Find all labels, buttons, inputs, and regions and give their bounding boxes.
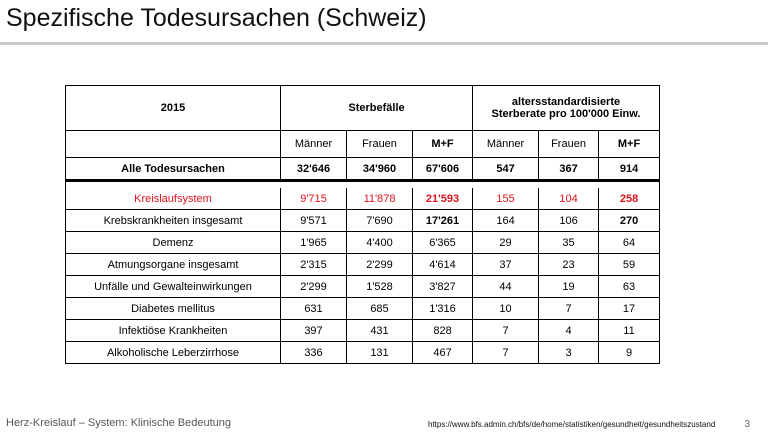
- cause-value-cell: 2'299: [281, 276, 347, 298]
- table-body: [66, 86, 660, 364]
- footer-topic: Herz-Kreislauf – System: Klinische Bedeutung: [6, 417, 231, 429]
- cause-row: [66, 298, 660, 320]
- cause-value-cell: 258: [599, 188, 660, 210]
- cause-value-cell: 21'593: [413, 188, 473, 210]
- cause-value-cell: 131: [347, 342, 413, 364]
- cause-value-cell: 4'614: [413, 254, 473, 276]
- cause-label: Alkoholische Leberzirrhose: [66, 342, 281, 364]
- cause-value-cell: 35: [539, 232, 599, 254]
- cause-value-cell: 7: [473, 320, 539, 342]
- cause-value-cell: 17'261: [413, 210, 473, 232]
- cause-value-cell: 270: [599, 210, 660, 232]
- total-row: [66, 158, 660, 181]
- cause-value-cell: 63: [599, 276, 660, 298]
- total-cell: 67'606: [413, 158, 473, 181]
- cause-value-cell: 44: [473, 276, 539, 298]
- rate-header-line2: Sterberate pro 100'000 Einw.: [491, 108, 641, 120]
- cause-value-cell: 685: [347, 298, 413, 320]
- cause-label: Diabetes mellitus: [66, 298, 281, 320]
- cause-value-cell: 9: [599, 342, 660, 364]
- cause-value-cell: 59: [599, 254, 660, 276]
- subheader-mf-rate: M+F: [599, 131, 660, 158]
- cause-row: [66, 276, 660, 298]
- cause-value-cell: 7: [539, 298, 599, 320]
- cause-value-cell: 4'400: [347, 232, 413, 254]
- cause-value-cell: 467: [413, 342, 473, 364]
- title-divider: [0, 42, 768, 45]
- cause-value-cell: 1'316: [413, 298, 473, 320]
- cause-value-cell: 4: [539, 320, 599, 342]
- cause-value-cell: 10: [473, 298, 539, 320]
- cause-value-cell: 631: [281, 298, 347, 320]
- cause-value-cell: 37: [473, 254, 539, 276]
- cause-value-cell: 155: [473, 188, 539, 210]
- subheader-maenner-count: Männer: [281, 131, 347, 158]
- cause-value-cell: 11'878: [347, 188, 413, 210]
- cause-value-cell: 6'365: [413, 232, 473, 254]
- cause-value-cell: 431: [347, 320, 413, 342]
- total-cell: 914: [599, 158, 660, 181]
- cause-value-cell: 2'315: [281, 254, 347, 276]
- cause-row: [66, 342, 660, 364]
- cause-row: [66, 188, 660, 210]
- page-number: 3: [744, 419, 750, 430]
- subheader-empty: [66, 131, 281, 158]
- cause-value-cell: 1'528: [347, 276, 413, 298]
- cause-value-cell: 19: [539, 276, 599, 298]
- cause-value-cell: 7'690: [347, 210, 413, 232]
- total-cell: 547: [473, 158, 539, 181]
- cause-row: [66, 232, 660, 254]
- cause-value-cell: 11: [599, 320, 660, 342]
- subheader-row: [66, 131, 660, 158]
- total-cell: 367: [539, 158, 599, 181]
- cause-value-cell: 1'965: [281, 232, 347, 254]
- cause-label: Infektiöse Krankheiten: [66, 320, 281, 342]
- cause-row: [66, 210, 660, 232]
- rate-header: [473, 86, 660, 131]
- cause-value-cell: 7: [473, 342, 539, 364]
- cause-label: Krebskrankheiten insgesamt: [66, 210, 281, 232]
- cause-label: Atmungsorgane insgesamt: [66, 254, 281, 276]
- subheader-maenner-rate: Männer: [473, 131, 539, 158]
- cause-value-cell: 23: [539, 254, 599, 276]
- cause-value-cell: 397: [281, 320, 347, 342]
- cause-label: Kreislaufsystem: [66, 188, 281, 210]
- cause-value-cell: 9'571: [281, 210, 347, 232]
- cause-row: [66, 254, 660, 276]
- source-url: https://www.bfs.admin.ch/bfs/de/home/statistiken/gesundheit/gesundheitszustand: [428, 420, 716, 429]
- cause-value-cell: 2'299: [347, 254, 413, 276]
- table-header-row: [66, 86, 660, 131]
- spacer-cell: [66, 181, 660, 189]
- year-header: 2015: [66, 86, 281, 131]
- cause-value-cell: 828: [413, 320, 473, 342]
- cause-value-cell: 29: [473, 232, 539, 254]
- cause-value-cell: 17: [599, 298, 660, 320]
- cause-value-cell: 64: [599, 232, 660, 254]
- cause-value-cell: 9'715: [281, 188, 347, 210]
- cause-value-cell: 164: [473, 210, 539, 232]
- sterbefaelle-header: Sterbefälle: [281, 86, 473, 131]
- cause-value-cell: 106: [539, 210, 599, 232]
- cause-label: Unfälle und Gewalteinwirkungen: [66, 276, 281, 298]
- subheader-frauen-rate: Frauen: [539, 131, 599, 158]
- mortality-table: [65, 85, 660, 364]
- cause-label: Demenz: [66, 232, 281, 254]
- cause-value-cell: 3'827: [413, 276, 473, 298]
- total-label: Alle Todesursachen: [66, 158, 281, 181]
- slide-title: Spezifische Todesursachen (Schweiz): [6, 4, 427, 32]
- subheader-frauen-count: Frauen: [347, 131, 413, 158]
- cause-value-cell: 104: [539, 188, 599, 210]
- table-spacer: [66, 181, 660, 189]
- cause-row: [66, 320, 660, 342]
- cause-value-cell: 3: [539, 342, 599, 364]
- subheader-mf-count: M+F: [413, 131, 473, 158]
- rate-header-line1: altersstandardisierte: [511, 96, 621, 108]
- total-cell: 34'960: [347, 158, 413, 181]
- total-cell: 32'646: [281, 158, 347, 181]
- cause-value-cell: 336: [281, 342, 347, 364]
